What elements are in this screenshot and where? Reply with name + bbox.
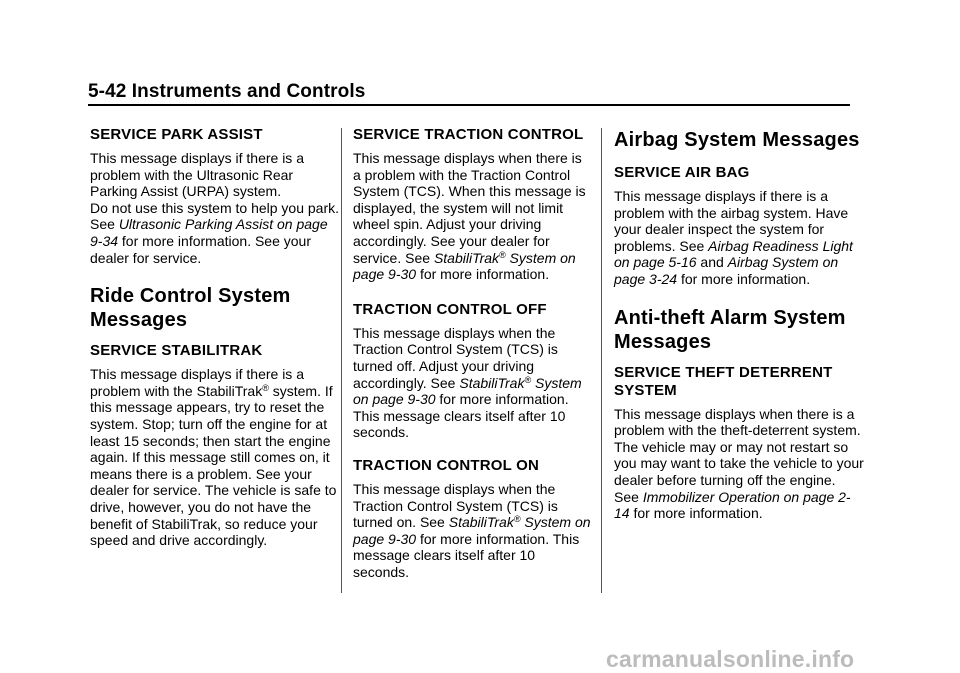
header-divider	[88, 104, 850, 106]
paragraph-service-traction: This message displays when there is a problem with the Traction Control System (TCS). When this message is displayed, the system will not limit wheel spin. Adjust your driving accordingly. See your dealer for service. See StabiliTrak® System on page 9-30 for more information.	[353, 150, 586, 283]
column-3	[614, 126, 864, 534]
section-title-ride-control: Ride Control System Messages	[90, 285, 291, 332]
column-2	[353, 126, 593, 592]
cross-reference-link[interactable]: Airbag System on page 3-24	[614, 254, 839, 287]
cross-reference-link[interactable]: Immobilizer Operation on page 2-14	[614, 488, 851, 522]
cross-reference-link[interactable]: Airbag Readiness Light on page 5-16	[614, 237, 853, 271]
cross-reference-link[interactable]: Ultrasonic Parking Assist on page 9-34	[90, 216, 328, 249]
heading-traction-control-on: TRACTION CONTROL ON	[353, 456, 540, 474]
heading-service-traction-control: SERVICE TRACTION CONTROL	[353, 126, 584, 143]
cross-reference-link[interactable]: StabiliTrak® System on page 9-30	[353, 514, 591, 547]
page-header: 5-42 Instruments and Controls	[88, 81, 366, 102]
heading-service-park-assist: SERVICE PARK ASSIST	[90, 126, 263, 143]
heading-service-stabilitrak: SERVICE STABILITRAK	[90, 342, 263, 360]
paragraph-traction-on: This message displays when the Traction Control System (TCS) is turned on. See StabiliTrak® System on page 9-30 for more information. This message clears itself after 10 seconds.	[353, 480, 591, 580]
paragraph-traction-off: This message displays when the Traction Control System (TCS) is turned off. Adjust your driving accordingly. See StabiliTrak® System on page 9-30 for more information. This message clears itself after 10 seconds.	[353, 324, 582, 441]
heading-service-theft-deterrent: SERVICE THEFT DETERRENT SYSTEM	[614, 363, 833, 399]
paragraph-stabilitrak: This message displays if there is a problem with the StabiliTrak® system. If this message appears, try to reset the system. Stop; turn off the engine for at least 15 seconds; then start the engine again. If this message still comes on, it means there is a problem. See your dealer for service. The vehicle is safe to drive, however, you do not have the benefit of StabiliTrak, so reduce your speed and drive accordingly.	[90, 366, 337, 549]
paragraph-air-bag: This message displays if there is a problem with the airbag system. Have your dealer inspect the system for problems. See Airbag Readiness Light on page 5-16 and Airbag System on page 3-24 for more information.	[614, 188, 853, 287]
paragraph-theft-deterrent: This message displays when there is a problem with the theft-deterrent system. The vehicle may or may not restart so you may want to take the vehicle to your dealer before turning off the engine. See Immobilizer Operation on page 2-14 for more information.	[614, 405, 864, 522]
heading-service-air-bag: SERVICE AIR BAG	[614, 164, 750, 181]
paragraph-park-assist-1: This message displays if there is a problem with the Ultrasonic Rear Parking Assist (URPA) system.	[90, 150, 304, 200]
column-divider-1	[341, 128, 342, 593]
watermark-text: carmanualsonline.info	[606, 646, 855, 672]
column-1	[90, 126, 340, 561]
heading-traction-control-off: TRACTION CONTROL OFF	[353, 300, 547, 318]
cross-reference-link[interactable]: StabiliTrak® System on page 9-30	[353, 249, 576, 283]
column-divider-2	[601, 128, 602, 593]
paragraph-park-assist-2: Do not use this system to help you park. See Ultrasonic Parking Assist on page 9-34 for more information. See your dealer for service.	[90, 199, 340, 266]
cross-reference-link[interactable]: StabiliTrak® System on page 9-30	[353, 374, 582, 408]
section-title-anti-theft: Anti-theft Alarm System Messages	[614, 306, 846, 353]
section-title-airbag: Airbag System Messages	[614, 129, 860, 151]
